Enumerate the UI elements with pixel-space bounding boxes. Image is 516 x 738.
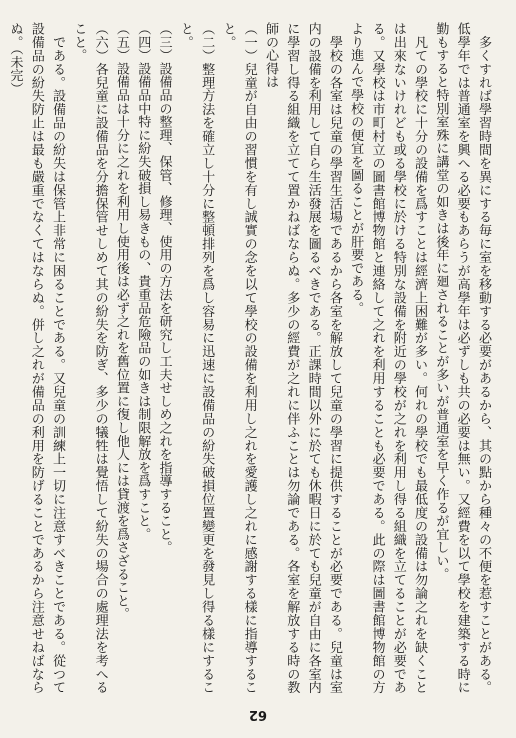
paragraph-2: 凡ての學校に十分の設備を爲すことは經濟上困難が多い。何れの學校でも最低度の設備は勿論之れを缺くことは出來ないけれども或る學校に於ける特別な設備を附近の學校が之れを利用し得る組織を立てることが必要である。又學校は市町村立の圖書館博物館と連絡して之れを利用することも必要である。此の際は圖書館博物館の方より進んで學校の便宜を圖ることが肝要である。: [348, 22, 428, 694]
list-item-4: （四）設備品中特に紛失破損し易きもの、貴重品危險品の如きは制限解放を爲すこと。: [135, 22, 151, 541]
paragraph-1: 多くすれば學習時間を異にする毎に室を移動する必要があるから、其の點から種々の不便を惹すことがある。低學年では普通室を興へる必要もあらうが高學年は必ずしも共の必要は無い。又經費を以て學校を建築する時に勤もすると特別室殊に講堂の如きは後年に廻されることが多いが普通室を早く作るが宜しい。: [433, 22, 491, 694]
vertical-body-text: [4, 22, 494, 694]
paragraph-3: 學校の各室は兒童の學習生活場であるから各室を解放して兒童の學習に提供することが必要である。兒童は室内の設備を利用して自ら生活發展を圖るべきである。正課時間以外に於ても休暇日に於ても兒童が自由に各室内に學習し得る組織を立てて置かねばならぬ。多少の經費が之れに伴ふことは勿論である。各室を解放する時の教師の心得は: [263, 22, 342, 694]
list-item-1: （一）兒童が自由の習慣を有し誠實の念を以て學校の設備を利用し之れを愛護し之れに感謝する樣に指導すること。: [220, 22, 257, 694]
list-item-2: （二）整理方法を確立し十分に整頓排列を爲し容易に迅速に設備品の紛失破損位置變更を發見し得る樣にすること。: [177, 22, 215, 694]
list-item-6: （六）各兒童に設備品を分擔保管せしめて其の紛失を防ぎ、多少の犠牲は覺悟して紛失の場合の處理法を考へること。: [71, 22, 108, 694]
list-item-3: （三）設備品の整理、保管、修理、使用の方法を研究し工夫せしめ之れを指導すること。: [156, 22, 172, 554]
paragraph-closing: である。設備品の紛失は保管上非常に困ることである。又兒童の訓練上一切に注意すべきことである。從つて設備品の紛失防止は最も嚴重でなくてはならぬ。併し之れが備品の利用を防げることであるから注意せねばならぬ。（未完）: [7, 22, 66, 694]
list-item-5: （五）設備品は十分に之れを利用し使用後は必ず之れを舊位置に復し他人には貸渡を爲さざること。: [113, 22, 129, 621]
page-number: 62: [248, 707, 268, 722]
